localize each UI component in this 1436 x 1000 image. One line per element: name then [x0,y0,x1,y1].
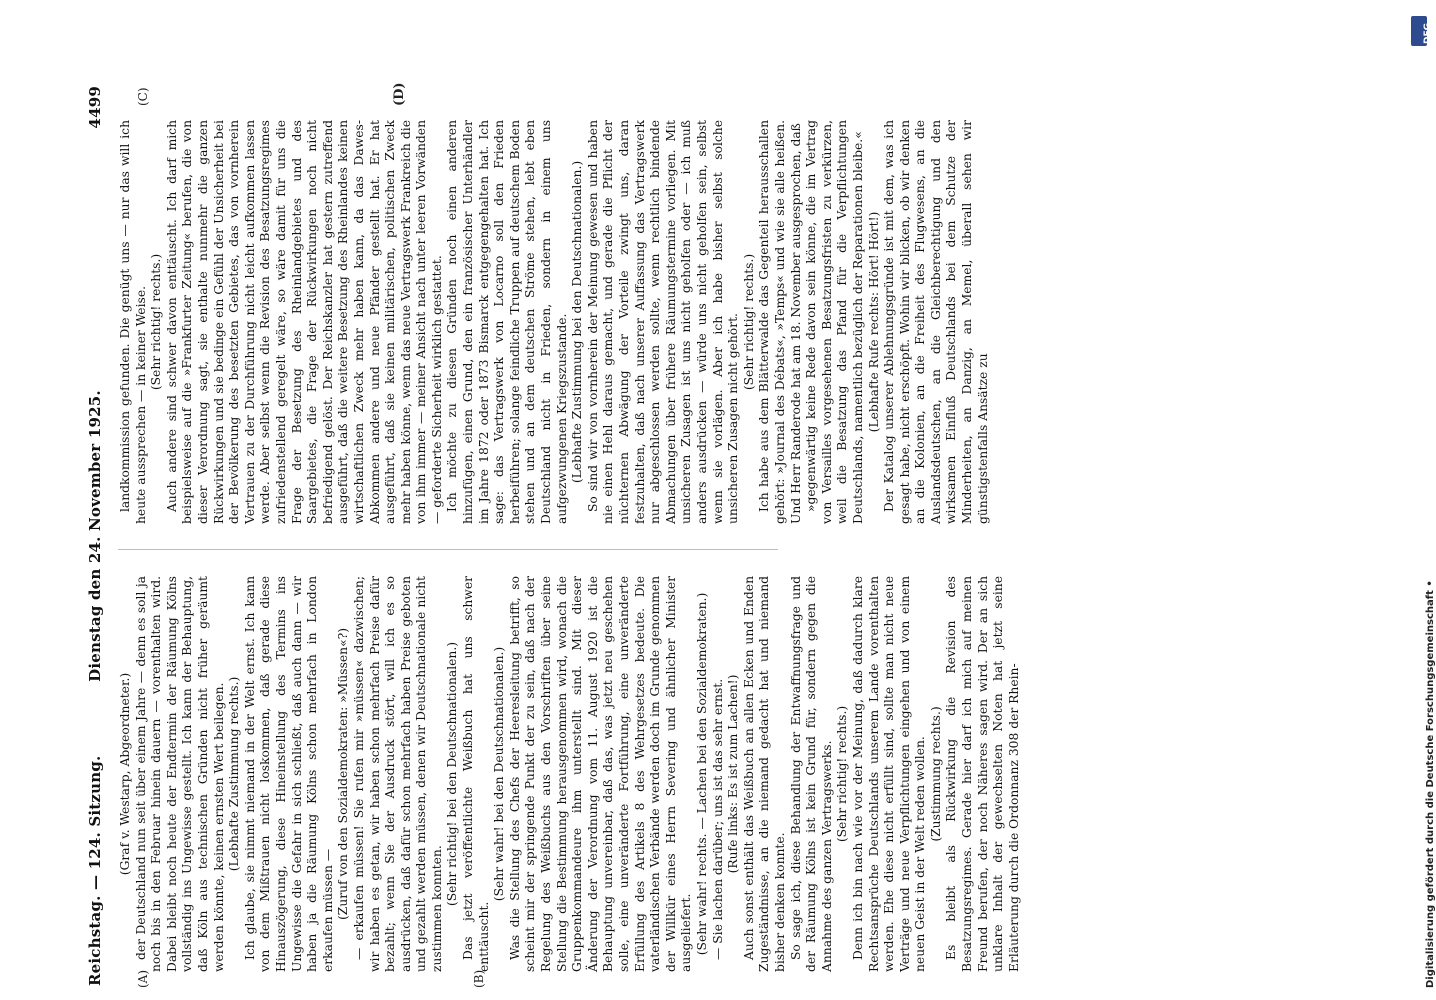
dfg-logo [1411,16,1433,46]
document-page [82,82,1021,988]
running-head [82,86,110,986]
paragraph: Auch andere sind schwer davon enttäuscht. Ich darf mich beispielsweise auf die »Frankfurter Zeitung« berufen, die von dieser Verordnung sagt, sie enthalte nunmehr die ganzen Rückwirkungen und sie bedinge ein Gefühl der Unsicherheit bei der Bevölkerung des besetzten Gebietes, das von vornherein Vertrauen zu der Durchführung nicht leicht aufkommen lassen werde. Aber selbst wenn die Revision des Besatzungsregimes zufriedenstellend geregelt wäre, so wäre damit für uns die Frage der Besetzung des Rheinlandgebietes und des Saargebietes, die Frage der Rückwirkungen noch nicht befriedigend gelöst. Der Reichskanzler hat gestern zutreffend ausgeführt, daß die weitere Besetzung des Rheinlandes keinen wirtschaftlichen Zweck mehr haben kann, da das Dawes-Abkommen andere und neue Pfänder gestellt hat. Er hat ausgeführt, daß sie keinen militärischen, politischen Zweck mehr haben könne, wenn das neue Vertragswerk Frankreich die von ihm immer — meiner Ansicht nach unter leeren Vorwänden — geforderte Sicherheit wirklich gestattet. [164,120,444,524]
margin-mark-d: (D) [392,82,407,106]
paragraph: So sage ich, diese Behandlung der Entwaffnungsfrage und der Räumung Kölns ist kein Grund für, sondern gegen die Annahme des ganzen Vertragswerks. [788,576,834,972]
paragraph: Was die Stellung des Chefs der Heeresleitung betrifft, so scheint mir der springende Punkt der zu sein, daß nach der Regelung des Weißbuchs aus den Vorschriften über seine Stellung die Bestimmung herausgenommen wird, wonach die Gruppenkommandeure ihm unterstellt sind. Mit dieser Änderung der Verordnung vom 11. August 1920 ist die Behauptung unvereinbar, daß das, was jetzt neu geschehen solle, eine unveränderte Fortführung, eine unveränderte Erfüllung des Artikels 8 des Wehrgesetzes bedeute. Die vaterländischen Verbände werden doch im Grunde genommen der Willkür eines Herrn Severing und ähnlicher Minister ausgeliefert. [507,576,694,972]
interjection: (Sehr richtig! bei den Deutschnationalen.) [445,641,460,907]
paragraph: So sind wir von vornherein der Meinung gewesen und haben nie einen Hehl daraus gemacht, und gerade die Pflicht der nüchternen Abwägung der Vorteile zwingt uns, daran festzuhalten, daß nach unserer Auffassung das Vertragswerk nur abgeschlossen werden sollte, wenn rechtlich bindende Abmachungen über frühere Räumungstermine vorliegen. Mit unsicheren Zusagen ist uns nicht geholfen oder — ich muß anders ausdrücken — würde uns nicht geholfen sein, selbst wenn sie vorlägen. Aber ich habe bisher selbst solche unsicheren Zusagen nicht gehört. [585,120,741,524]
interjection: (Sehr richtig! rechts.) [835,705,850,843]
speaker-line: (Graf v. Westarp, Abgeordneter.) [118,672,132,876]
margin-mark-c: (C) [136,87,150,106]
credit-text: Digitalisierung gefördert durch die Deutsche Forschungsgemeinschaft • [1425,580,1436,988]
margin-mark-b: (B) [472,969,486,988]
digitization-credit [1409,8,1436,992]
paragraph: landkommission gefunden. Die genügt uns — nur das will ich heute aussprechen — in keiner Weise. [118,120,148,524]
interjection: (Zuruf von den Sozialdemokraten: »Müssen«?) [336,628,351,921]
left-column [118,576,1021,972]
interjection: (Lebhafte Zustimmung bei den Deutschnationalen.) [570,160,585,484]
quotation: »gegenwärtig keine Rede davon sein könne, die im Vertrag von Versailles vorgesehenen Besatzungsfristen zu verkürzen, weil die Besatzung das Pfand für die Verpflichtungen Deutschlands, namentlich bezüglich der Reparationen bleibe.« [804,120,865,524]
paragraph: — Sie lachen darüber; uns ist das sehr ernst. [710,678,725,960]
page-number: 4499 [86,86,104,129]
paragraph: Ich habe aus dem Blätterwalde das Gegenteil herausschallen gehört: »Journal des Débats«, »Temps« und wie sie alle heißen. Und Herr Randerode hat am 18. November ausgesprochen, daß [757,120,803,524]
paragraph: Auch sonst enthält das Weißbuch an allen Ecken und Enden Zugeständnisse, an die niemand gedacht hat und niemand bisher denken konnte. [741,576,787,972]
paragraph: Ich glaube, sie nimmt niemand in der Welt ernst. Ich kann von dem Mißtrauen nicht loskommen, daß gerade diese Hinauszögerung, diese Hineinstellung des Termins ins Ungewisse die Gefahr in sich schließt, daß auch dann — wir haben ja die Räumung Kölns schon mehrfach in London erkaufen müssen — [242,576,335,972]
paragraph: der Deutschland nun seit über einem Jahre — denn es soll ja noch bis in den Februar hinein dauern — vorenthalten wird. Dabei bleibt noch heute der Endtermin der Räumung Kölns vollständig ins Ungewisse gestellt. Ich kann der Behauptung, daß Köln aus technischen Gründen nicht früher geräumt werden könnte, keinen ernsten Wert beilegen. [133,576,226,972]
interjection: (Rufe links: Es ist zum Lachen!) [726,674,741,874]
running-head-left: Reichstag. — 124. Sitzung. [86,755,104,986]
running-head-date: Dienstag den 24. November 1925. [86,390,104,682]
paragraph: Das jetzt veröffentlichte Weißbuch hat uns schwer enttäuscht. [461,576,491,972]
paragraph: — erkaufen müssen! Sie rufen mir »müssen« dazwischen; wir haben es getan, wir haben schon mehrfach Preise dafür bezahlt; wenn Sie der Ausdruck stört, will ich es so ausdrücken, daß dafür schon mehrfach haben Preise geboten und gezahlt werden müssen, denen wir Deutschnationale nicht zustimmen konnten. [351,576,444,972]
right-column [118,120,990,524]
paragraph: Der Katalog unserer Ablehnungsgründe ist mit dem, was ich gesagt habe, nicht erschöpft. Wohin wir blicken, ob wir denken an die Kolonien, an die Freiheit des Flugwesens, an die Auslandsdeutschen, an die Gleichberechtigung und den wirksamen Einfluß Deutschlands bei dem Schutze der Minderheiten, an Danzig, an Memel, überall sehen wir günstigstenfalls Ansätze zu [882,120,990,524]
interjection: (Sehr richtig! rechts.) [149,253,164,391]
margin-mark-a: (A) [136,969,150,988]
column-divider [118,549,778,550]
interjection: (Lebhafte Zustimmung rechts.) [227,676,242,872]
paragraph: Ich möchte zu diesen Gründen noch einen anderen hinzufügen, einen Grund, den ein französischer Unterhändler im Jahre 1872 oder 1873 Bismarck entgegengehalten hat. Ich sage: das Vertragswerk von Locarno soll den Frieden herbeiführen; solange feindliche Truppen auf deutschem Boden stehen und an dem deutschen Ströme stehen, lebt eben Deutschland nicht in Frieden, sondern in einem uns aufgezwungenen Kriegszustande. [445,120,569,524]
interjection: (Lebhafte Rufe rechts: Hört! Hört!) [866,211,881,433]
interjection: (Sehr richtig! rechts.) [741,253,756,391]
dfg-logo-text: DFG [1423,22,1433,44]
paragraph: Denn ich bin nach wie vor der Meinung, daß dadurch klare Rechtsansprüche Deutschlands unserem Lande vorenthalten werden. Ehe diese nicht erfüllt sind, sollte man nicht neue Verträge und neue Verpflichtungen eingehen und von einem neuen Geist in der Welt reden wollen. [850,576,928,972]
interjection: (Zustimmung rechts.) [928,706,943,842]
interjection: (Sehr wahr! rechts. — Lachen bei den Sozialdemokraten.) [694,592,709,956]
interjection: (Sehr wahr! bei den Deutschnationalen.) [492,646,507,902]
paragraph: Es bleibt als Rückwirkung die Revision des Besatzungsregimes. Gerade hier darf ich mich auf meinen Freund berufen, der noch Näheres sagen wird. Der an sich unklare Inhalt der gewechselten Noten hat jetzt seine Erläuterung durch die Ordonnanz 308 der Rhein- [944,576,1021,972]
